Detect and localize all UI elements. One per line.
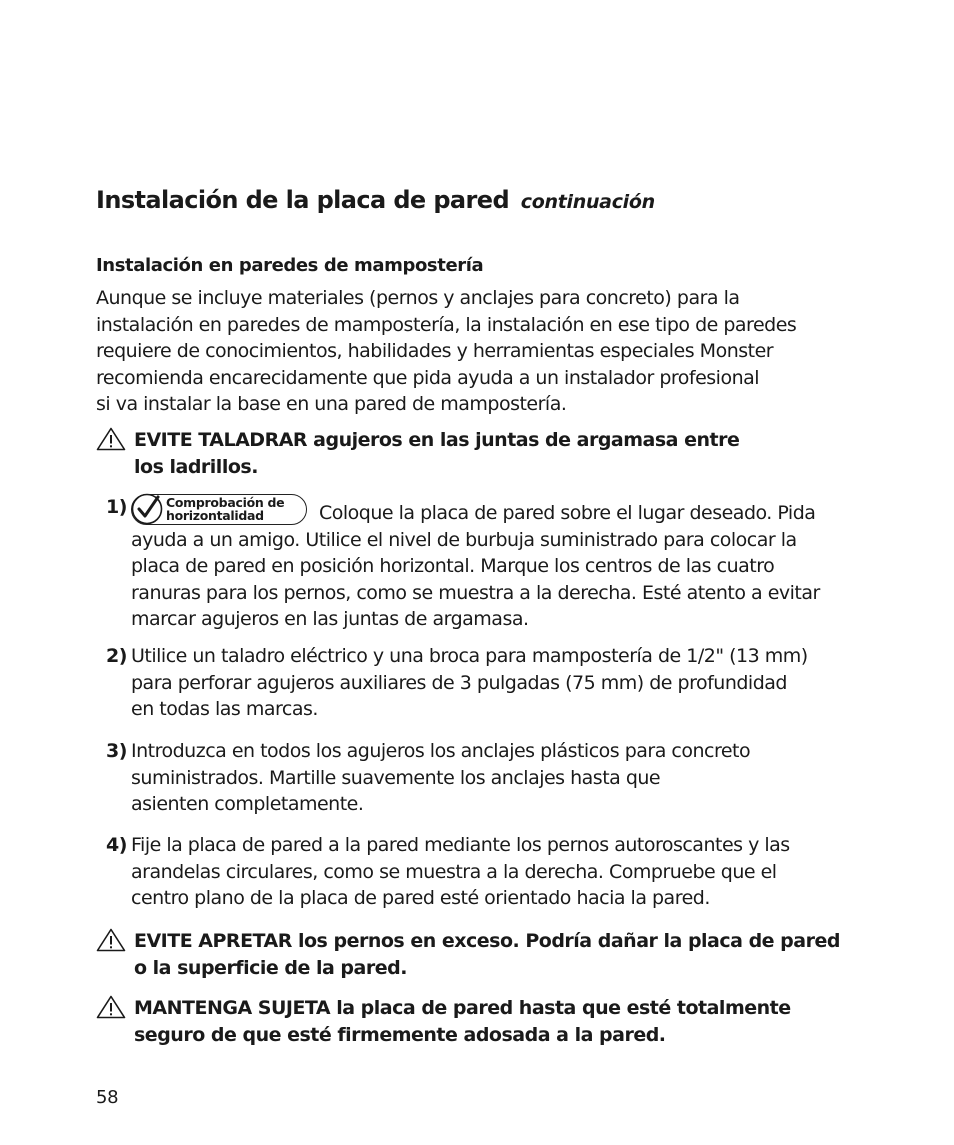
warning-block-overtighten [96, 928, 856, 981]
warning-triangle-icon [96, 427, 126, 451]
warning-triangle-icon [96, 995, 126, 1019]
step-text-rest: ayuda a un amigo. Utilice el nivel de burbuja suministrado para colocar la placa de pared en posición horizontal. Marque los centros de las cuatro ranuras para los pernos, como se muestra a la derecha. Esté atento a evitar marcar agujeros en las juntas de argamasa. [131, 528, 820, 630]
step-text: Introduzca en todos los agujeros los anclajes plásticos para concreto suministrados. Martille suavemente los anclajes hasta que asienten completamente. [131, 740, 751, 815]
section-title-text: Instalación de la placa de pared [96, 186, 510, 214]
step-2 [106, 643, 856, 723]
level-check-label-line2: horizontalidad [166, 508, 264, 523]
step-number: 1) [106, 496, 127, 518]
step-number: 3) [106, 740, 127, 762]
warning-block-hold [96, 995, 856, 1048]
step-4 [106, 832, 856, 912]
step-1 [106, 494, 856, 633]
step-text: Utilice un taladro eléctrico y una broca para mampostería de 1/2" (13 mm) para perforar agujeros auxiliares de 3 pulgadas (75 mm) de profundidad en todas las marcas. [131, 645, 808, 720]
level-check-badge [131, 494, 307, 525]
warning-text: EVITE TALADRAR agujeros en las juntas de argamasa entre los ladrillos. [134, 429, 740, 478]
warning-block-mortar [96, 427, 856, 480]
step-3 [106, 738, 856, 818]
section-title [96, 186, 655, 214]
step-text-first-line: Coloque la placa de pared sobre el lugar deseado. Pida [319, 502, 816, 524]
level-check-label [166, 496, 284, 522]
step-number: 4) [106, 834, 127, 856]
warning-text: EVITE APRETAR los pernos en exceso. Podría dañar la placa de pared o la superficie de la pared. [134, 930, 840, 979]
intro-paragraph: Aunque se incluye materiales (pernos y anclajes para concreto) para la instalación en paredes de mampostería, la instalación en ese tipo de paredes requiere de conocimientos, habilidades y herramientas especiales Monster recomienda encarecidamente que pida ayuda a un instalador profesional si va instalar la base en una pared de mampostería. [96, 287, 797, 415]
section-title-continued: continuación [520, 191, 655, 213]
step-text [131, 494, 856, 633]
checkmark-circle-icon [130, 492, 164, 526]
subsection-heading: Instalación en paredes de mampostería [96, 255, 484, 276]
warning-triangle-icon [96, 928, 126, 952]
level-check-label-line1: Comprobación de [166, 495, 285, 510]
warning-text: MANTENGA SUJETA la placa de pared hasta que esté totalmente seguro de que esté firmemente adosada a la pared. [134, 997, 791, 1046]
page-number: 58 [96, 1087, 119, 1108]
manual-page [96, 0, 866, 1145]
step-number: 2) [106, 645, 127, 667]
step-text: Fije la placa de pared a la pared mediante los pernos autoroscantes y las arandelas circulares, como se muestra a la derecha. Compruebe que el centro plano de la placa de pared esté orientado hacia la pared. [131, 834, 790, 909]
